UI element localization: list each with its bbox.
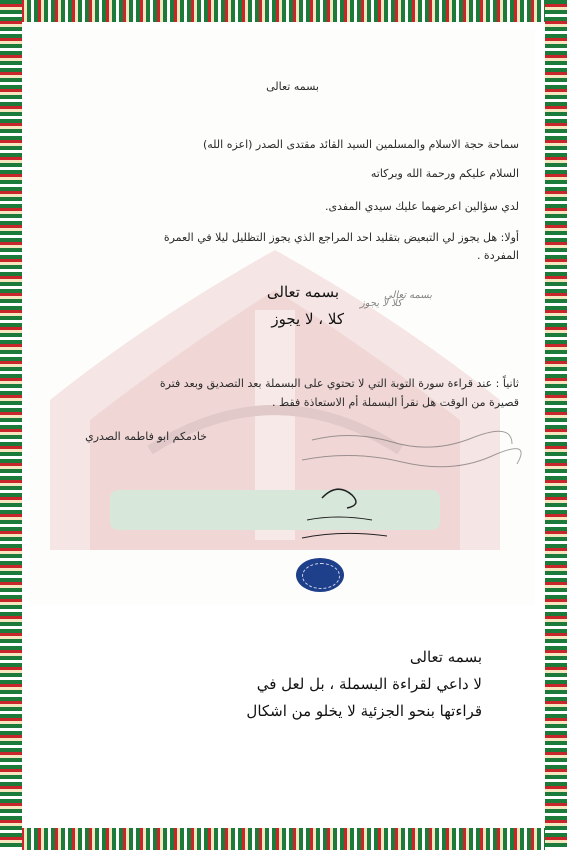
transcription-line-1: لا داعي لقراءة البسملة ، بل لعل في bbox=[256, 675, 482, 693]
question-2-line-2: قصيرة من الوقت هل نقرأ البسملة أم الاستعاذة فقط . bbox=[272, 396, 519, 409]
transcription-header: بسمه تعالى bbox=[409, 648, 482, 666]
greeting-line: السلام عليكم ورحمة الله وبركاته bbox=[370, 167, 519, 180]
addressee-line: سماحة حجة الاسلام والمسلمين السيد القائد مقتدى الصدر (اعزه الله) bbox=[202, 138, 519, 151]
question-2-line-1: ثانياً : عند قراءة سورة التوبة التي لا تحتوي على البسملة بعد التصديق وبعد فترة bbox=[159, 377, 519, 390]
question-1-line-2: المفردة . bbox=[476, 249, 519, 262]
decorative-border-left bbox=[0, 0, 22, 850]
handwritten-note-1: بسمه تعالى bbox=[383, 290, 432, 301]
decorative-border-right bbox=[545, 0, 567, 850]
answer-1: كلا ، لا يجوز bbox=[271, 310, 344, 328]
transcription-line-2: قراءتها بنحو الجزئية لا يخلو من اشكال bbox=[246, 702, 482, 720]
handwritten-reply-scribble bbox=[292, 420, 522, 560]
question-1-line-1: أولا: هل يجوز لي التبعيض بتقليد احد المراجع الذي يجوز التظليل ليلا في العمرة bbox=[163, 231, 519, 244]
decorative-border-top bbox=[0, 0, 567, 22]
decorative-border-bottom bbox=[0, 828, 567, 850]
handwritten-note-2: كلا لا يجوز bbox=[359, 298, 402, 309]
letter-header: بسمه تعالى bbox=[266, 80, 319, 93]
official-seal bbox=[296, 558, 344, 592]
intro-line: لدي سؤالين اعرضهما عليك سيدي المفدى. bbox=[325, 200, 519, 213]
answer-1-header: بسمه تعالى bbox=[266, 283, 339, 301]
signer-line: خادمكم ابو فاطمه الصدري bbox=[85, 430, 207, 443]
